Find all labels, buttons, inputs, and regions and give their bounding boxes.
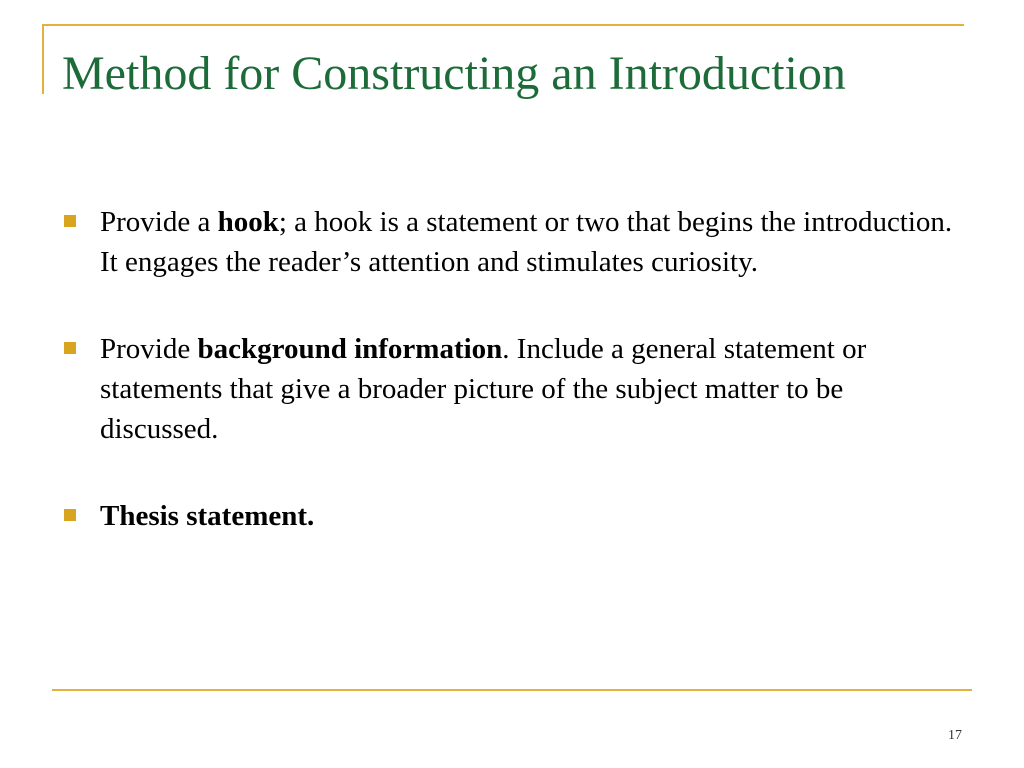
bullet-item-background-information (62, 329, 962, 449)
bullet-prefix: Provide a (100, 206, 218, 238)
square-bullet-icon (64, 342, 76, 354)
slide-title: Method for Constructing an Introduction (62, 47, 846, 100)
bullet-suffix: . Include a general statement or statements that give a broader picture of the subject matter to be discussed. (100, 333, 867, 445)
square-bullet-icon (64, 509, 76, 521)
bullet-emphasis: Thesis statement. (100, 500, 315, 532)
bullet-emphasis: hook (217, 206, 279, 238)
top-accent-line (42, 24, 964, 26)
left-accent-line (42, 24, 44, 94)
bullet-item-thesis-statement (62, 496, 962, 536)
footer-accent-line (52, 689, 972, 691)
bullet-text (100, 206, 952, 278)
page-number: 17 (948, 728, 962, 743)
bullet-item-hook (62, 202, 962, 282)
bullet-emphasis: background information (197, 333, 503, 365)
square-bullet-icon (64, 215, 76, 227)
bullet-text (100, 333, 866, 445)
bullet-suffix: ; a hook is a statement or two that begins the introduction. It engages the reader’s attention and stimulates curiosity. (100, 206, 953, 278)
bullet-prefix: Provide (100, 333, 198, 365)
bullet-text (100, 500, 314, 532)
bullet-list (62, 202, 962, 536)
